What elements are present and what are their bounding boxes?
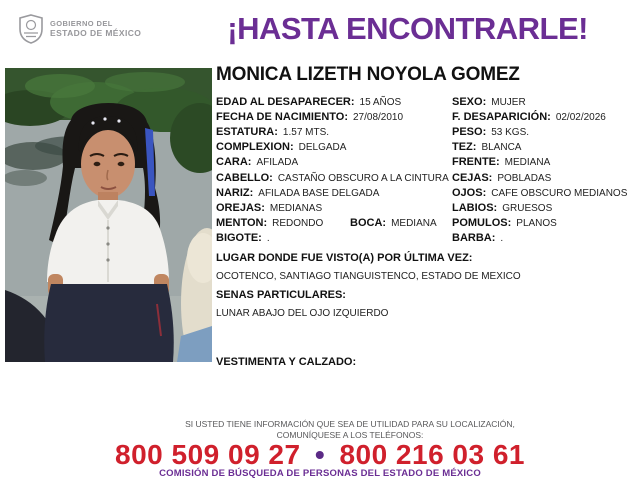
field-label: CARA:	[216, 156, 252, 169]
field-label: PESO:	[452, 125, 487, 138]
field-value: 1.57 MTS.	[282, 126, 330, 138]
logo-line2: ESTADO DE MÉXICO	[50, 28, 142, 39]
field-value: MEDIANA	[504, 157, 551, 169]
logo-line1: GOBIERNO DEL	[50, 18, 113, 28]
last-seen-label: LUGAR DONDE FUE VISTO(A) POR ÚLTIMA VEZ:	[216, 252, 473, 264]
phone-number-2: 800 216 03 61	[339, 439, 525, 470]
field-value: CASTAÑO OBSCURO A LA CINTURA	[277, 172, 449, 184]
field-value: AFILADA	[256, 157, 299, 169]
field-value: BLANCA	[481, 142, 522, 154]
field-row	[216, 231, 640, 246]
field-value: MEDIANAS	[269, 202, 323, 214]
field-row	[216, 109, 640, 124]
field-value: AFILADA BASE DELGADA	[258, 187, 380, 199]
field-row	[216, 170, 640, 185]
field-value: 27/08/2010	[353, 111, 404, 123]
field-value: POBLADAS	[497, 172, 552, 184]
field-boca	[350, 217, 437, 229]
field-row	[216, 124, 640, 139]
field-label: BIGOTE:	[216, 232, 262, 245]
field-label: FECHA DE NACIMIENTO:	[216, 110, 348, 123]
government-logo	[18, 14, 141, 44]
field-label: F. DESAPARICIÓN:	[452, 110, 551, 123]
field-value: GRUESOS	[502, 202, 553, 214]
field-value: MEDIANA	[391, 218, 437, 230]
field-label: ESTATURA:	[216, 125, 278, 138]
missing-person-photo	[5, 68, 212, 362]
field-label: LABIOS:	[452, 201, 498, 214]
field-label: OREJAS:	[216, 201, 265, 214]
phone-numbers	[0, 439, 640, 471]
field-value: DELGADA	[298, 142, 347, 154]
field-row	[216, 200, 640, 215]
marks-label: SENAS PARTICULARES:	[216, 289, 346, 301]
field-value: REDONDO	[272, 218, 324, 230]
contact-instructions-line1: SI USTED TIENE INFORMACIÓN QUE SEA DE UTILIDAD PARA SU LOCALIZACIÓN,	[185, 419, 515, 429]
field-label: TEZ:	[452, 141, 477, 154]
marks-section	[216, 289, 388, 321]
field-label: MENTON:	[216, 217, 268, 230]
field-value: 53 KGS.	[491, 126, 530, 138]
field-value: .	[500, 233, 504, 245]
poster-title: ¡HASTA ENCONTRARLE!	[227, 11, 588, 46]
field-label: CABELLO:	[216, 171, 273, 184]
last-seen-value: OCOTENCO, SANTIAGO TIANGUISTENCO, ESTADO DE MEXICO	[216, 271, 521, 282]
contact-instructions	[0, 419, 640, 441]
field-label: NARIZ:	[216, 186, 254, 199]
marks-value: LUNAR ABAJO DEL OJO IZQUIERDO	[216, 308, 389, 319]
contact-instructions-line2: COMUNÍQUESE A LOS TELÉFONOS:	[276, 430, 424, 441]
field-value: 02/02/2026	[555, 111, 606, 123]
field-row	[216, 94, 640, 109]
phone-number-1: 800 509 09 27	[115, 439, 301, 470]
last-seen-section	[216, 252, 521, 284]
field-value: PLANOS	[516, 218, 557, 230]
field-label: OJOS:	[452, 186, 487, 199]
field-value: CAFE OBSCURO MEDIANOS	[491, 187, 628, 199]
detail-fields	[216, 94, 640, 246]
field-row	[216, 155, 640, 170]
search-commission-name: COMISIÓN DE BÚSQUEDA DE PERSONAS DEL ESTADO DE MÉXICO	[159, 468, 481, 479]
field-label: CEJAS:	[452, 171, 493, 184]
field-label: EDAD AL DESAPARECER:	[216, 95, 355, 108]
field-label: BOCA:	[350, 217, 387, 230]
field-value: MUJER	[491, 96, 526, 108]
field-row	[216, 216, 640, 231]
clothing-section	[216, 356, 356, 370]
bullet-separator-icon: •	[314, 439, 326, 470]
field-label: SEXO:	[452, 95, 487, 108]
field-row	[216, 185, 640, 200]
field-label: BARBA:	[452, 232, 496, 245]
field-label: COMPLEXION:	[216, 141, 294, 154]
field-label: POMULOS:	[452, 217, 512, 230]
field-value: .	[266, 233, 270, 245]
clothing-label: VESTIMENTA Y CALZADO:	[216, 356, 357, 368]
government-logo-text	[50, 19, 141, 40]
field-row	[216, 140, 640, 155]
state-coat-of-arms-icon	[18, 14, 44, 44]
field-label: FRENTE:	[452, 156, 500, 169]
person-name: MONICA LIZETH NOYOLA GOMEZ	[216, 64, 520, 85]
field-value: 15 AÑOS	[359, 96, 402, 108]
